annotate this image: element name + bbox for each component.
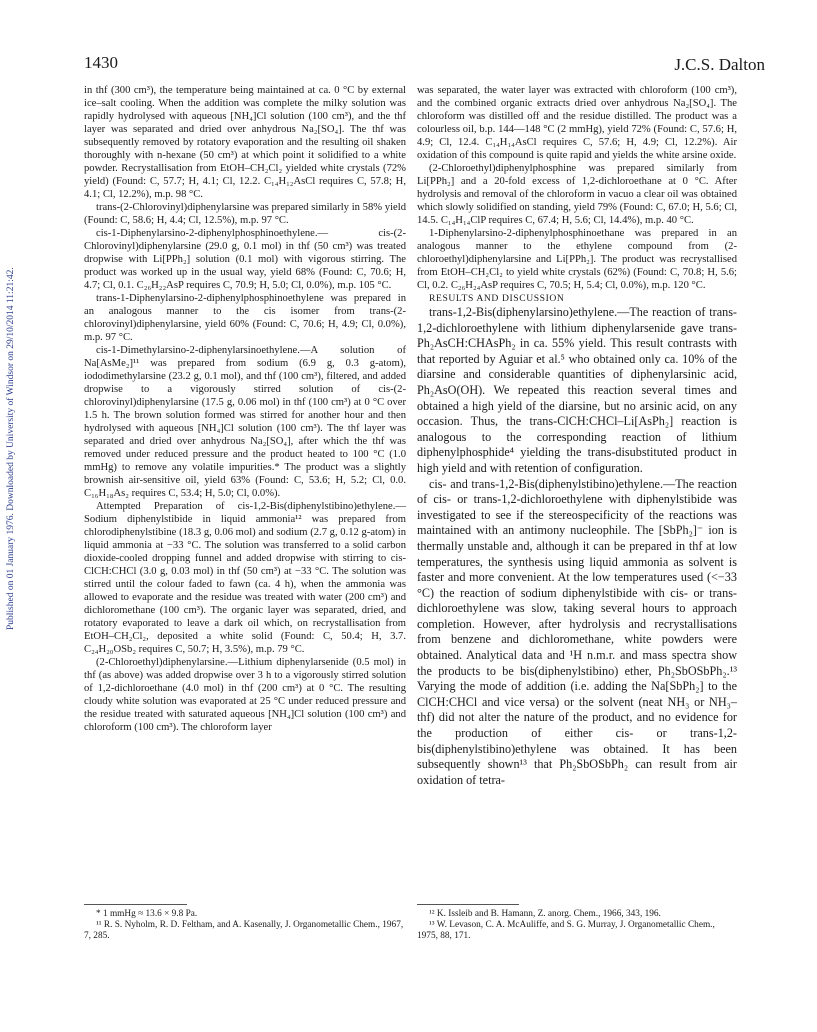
footnote: ¹² K. Issleib and B. Hamann, Z. anorg. Chem., 1966, 343, 196. [429,909,661,919]
section-heading: RESULTS AND DISCUSSION [429,293,565,304]
paragraph: trans-1-Diphenylarsino-2-diphenylphosphinoethylene was prepared in an analogous manner to the cis isomer from trans-(2-chlorovinyl)diphenylarsine, yield 60% (Found: C, 70.6; H, 4.9; Cl, 0.0%), m.p. 97 °C. [84,293,406,343]
page-number: 1430 [84,53,118,72]
footnote: * 1 mmHg ≈ 13.6 × 9.8 Pa. [96,909,198,919]
left-column [84,84,406,734]
paragraph: in thf (300 cm³), the temperature being maintained at ca. 0 °C by external ice–salt cooling. When the addition was complete the milky solution was rapidly hydrolysed with aqueous [NH₄]Cl solution (100 cm³), and the thf layer was separated and dried over anhydrous Na₂[SO₄]. The thf was subsequently removed by rotatory evaporation and the resulting oil shaken thoroughly with n-hexane (50 cm³) at which point it solidified to a white powder. Recrystallisation from EtOH–CH₂Cl₂ yielded white crystals (72% yield) (Found: C, 57.7; H, 4.1; Cl, 12.2. C₁₄H₁₂AsCl requires C, 57.8; H, 4.1; Cl, 12.2%), m.p. 98 °C. [84,85,406,200]
left-footnotes [84,896,406,943]
paragraph: Attempted Preparation of cis-1,2-Bis(diphenylstibino)ethylene.—Sodium diphenylstibide in liquid ammonia¹² was prepared from chlorodiphenylstibine (18.3 g, 0.06 mol) and sodium (2.7 g, 0.12 g-atom) in liquid ammonia at −33 °C. The solution was transferred to a solid carbon dioxide-cooled dropping funnel and added dropwise with stirring to cis-ClCH:CHCl (3.0 g, 0.03 mol) in thf (50 cm³) at −33 °C. The solution was stirred until the colour faded to fawn (ca. 4 h), when the ammonia was allowed to evaporate and the residue was treated with water (200 cm³) and dichloromethane (100 cm³). The organic layer was separated, dried, and rotatory evaporated to leave a dark oil which, on recrystallisation from EtOH–CH₂Cl₂, deposited a white solid (Found: C, 50.4; H, 3.7. C₂₄H₂₀OSb₂ requires C, 50.7; H, 3.5%), m.p. 79 °C. [84,501,406,655]
paragraph: 1-Diphenylarsino-2-diphenylphosphinoethane was prepared in an analogous manner to the ethylene compound from (2-chloroethyl)diphenylarsine and Li[PPh₂]. The product was recrystallised from EtOH–CH₂Cl₂ to yield white crystals (62%) (Found: C, 70.8; H, 5.6; Cl, 0.2. C₂₆H₂₄AsP requires C, 70.5; H, 5.4; Cl, 0.0%), m.p. 120 °C. [417,228,737,291]
paragraph: trans-1,2-Bis(diphenylarsino)ethylene.—The reaction of trans-1,2-dichloroethylene with lithium diphenylarsenide gave trans-Ph₂AsCH:CHAsPh₂ in ca. 55% yield. This result contrasts with that reported by Aguiar et al.⁵ who obtained only ca. 10% of the diarsine and considerable quantities of diphenylarsinic acid, Ph₂AsO(OH). We repeated this reaction several times and obtained a high yield of the diarsine, but no arsinic acid, on any occasion. Thus, the trans-ClCH:CHCl–Li[AsPh₂] reaction is analogous to the corresponding reaction of lithium diphenylphosphide⁴ yielding the trans-disubstituted product in high yield and with retention of configuration. [417,305,737,475]
download-watermark-text: Published on 01 January 1976. Downloaded by University of Windsor on 29/10/2014 11:21:42. [6,267,16,630]
paragraph: trans-(2-Chlorovinyl)diphenylarsine was prepared similarly in 58% yield (Found: C, 58.6; H, 4.4; Cl, 12.5%), m.p. 97 °C. [84,202,406,226]
footnote-divider [417,904,519,905]
paragraph: cis-1-Diphenylarsino-2-diphenylphosphinoethylene.— cis-(2-Chlorovinyl)diphenylarsine (29.0 g, 0.1 mol) in thf (50 cm³) was treated dropwise with Li[PPh₂] solution (0.1 mol) with vigorous stirring. The product was worked up in the usual way, yield 68% (Found: C, 70.6; H, 4.7; Cl, 0.1. C₂₆H₂₂AsP requires C, 70.9; H, 5.0; Cl, 0.0%), m.p. 105 °C. [84,228,406,291]
journal-title: J.C.S. Dalton [674,55,765,74]
right-column [417,84,737,788]
footnote: ¹¹ R. S. Nyholm, R. D. Feltham, and A. Kasenally, J. Organometallic Chem., 1967, 7, 285. [84,920,404,942]
paragraph: (2-Chloroethyl)diphenylarsine.—Lithium diphenylarsenide (0.5 mol) in thf (as above) was added dropwise over 3 h to a vigorously stirred solution of 1,2-dichloroethane (4.0 mol) in thf (200 cm³) at 0 °C. The resulting cloudy white solution was evaporated at 25 °C under reduced pressure and the residue treated with saturated aqueous [NH₄]Cl solution (100 cm³) and chloroform (100 cm³). The chloroform layer [84,657,406,733]
paragraph: cis- and trans-1,2-Bis(diphenylstibino)ethylene.—The reaction of cis- or trans-1,2-dichloroethylene with diphenylstibide was investigated to see if the stereospecificity of the reactions was maintained with an antimony nucleophile. The [SbPh₂]⁻ ion is thermally unstable and, although it can be prepared in thf at low temperatures, the synthesis using liquid ammonia as solvent is faster and more convenient. At the low temperatures used (<−33 °C) the reaction of sodium diphenylstibide with cis- or trans-dichloroethylene was slow, taking several hours to approach completion. However, after hydrolysis and recrystallisations from benzene and dichloromethane, white powders were obtained. Analytical data and ¹H n.m.r. and mass spectra show the products to be bis(diphenylstibino) ether, Ph₂SbOSbPh₂.¹³ Varying the mode of addition (i.e. adding the Na[SbPh₂] to the ClCH:CHCl and vice versa) or the solvent (neat NH₃ or NH₃–thf) did not alter the nature of the product, and no evidence for the production of either cis- or trans-1,2-bis(diphenylstibino)ethylene was obtained. It has been subsequently shown¹³ that Ph₂SbOSbPh₂ can result from air oxidation of tetra- [417,476,737,787]
paragraph: (2-Chloroethyl)diphenylphosphine was prepared similarly from Li[PPh₂] and a 20-fold excess of 1,2-dichloroethane at 0 °C. After hydrolysis and removal of the chloroform in vacuo a clear oil was obtained which slowly solidified on standing, yield 79% (Found: C, 67.0; H, 5.6; Cl, 14.5. C₁₄H₁₄ClP requires C, 67.4; H, 5.6; Cl, 14.4%), m.p. 40 °C. [417,163,737,226]
paragraph: was separated, the water layer was extracted with chloroform (100 cm³), and the combined organic extracts dried over anhydrous Na₂[SO₄]. The chloroform was distilled off and the residue distilled. The product was a colourless oil, b.p. 144—148 °C (2 mmHg), yield 72% (Found: C, 57.6; H, 4.9; Cl, 12.4. C₁₄H₁₄AsCl requires C, 57.6; H, 4.9; Cl, 12.2%). Air oxidation of this compound is quite rapid and yields the white arsine oxide. [417,85,737,161]
footnote-divider [84,904,187,905]
footnote: ¹³ W. Levason, C. A. McAuliffe, and S. G. Murray, J. Organometallic Chem., 1975, 88, 171. [417,920,715,942]
download-watermark [6,190,20,630]
paragraph: cis-1-Dimethylarsino-2-diphenylarsinoethylene.—A solution of Na[AsMe₂]¹¹ was prepared from sodium (6.9 g, 0.3 g-atom), iododimethylarsine (23.2 g, 0.1 mol), and thf (100 cm³), filtered, and added dropwise to a vigorously stirred solution of cis-(2-chlorovinyl)diphenylarsine (17.5 g, 0.06 mol) in thf (100 cm³) at 0 °C over 1.5 h. The brown solution formed was stirred for another hour and then hydrolysed with aqueous [NH₄]Cl solution (100 cm³). The thf layer was separated and dried over anhydrous Na₂[SO₄], after which the thf was removed under reduced pressure and the product heated to 100 °C (1.0 mmHg) to remove any volatile impurities.* The product was a slightly brownish air-sensitive oil, yield 63% (Found: C, 53.6; H, 5.2; Cl, 0.0. C₁₆H₁₈As₂ requires C, 53.4; H, 5.0; Cl, 0.0%). [84,345,406,499]
right-footnotes [417,896,737,943]
